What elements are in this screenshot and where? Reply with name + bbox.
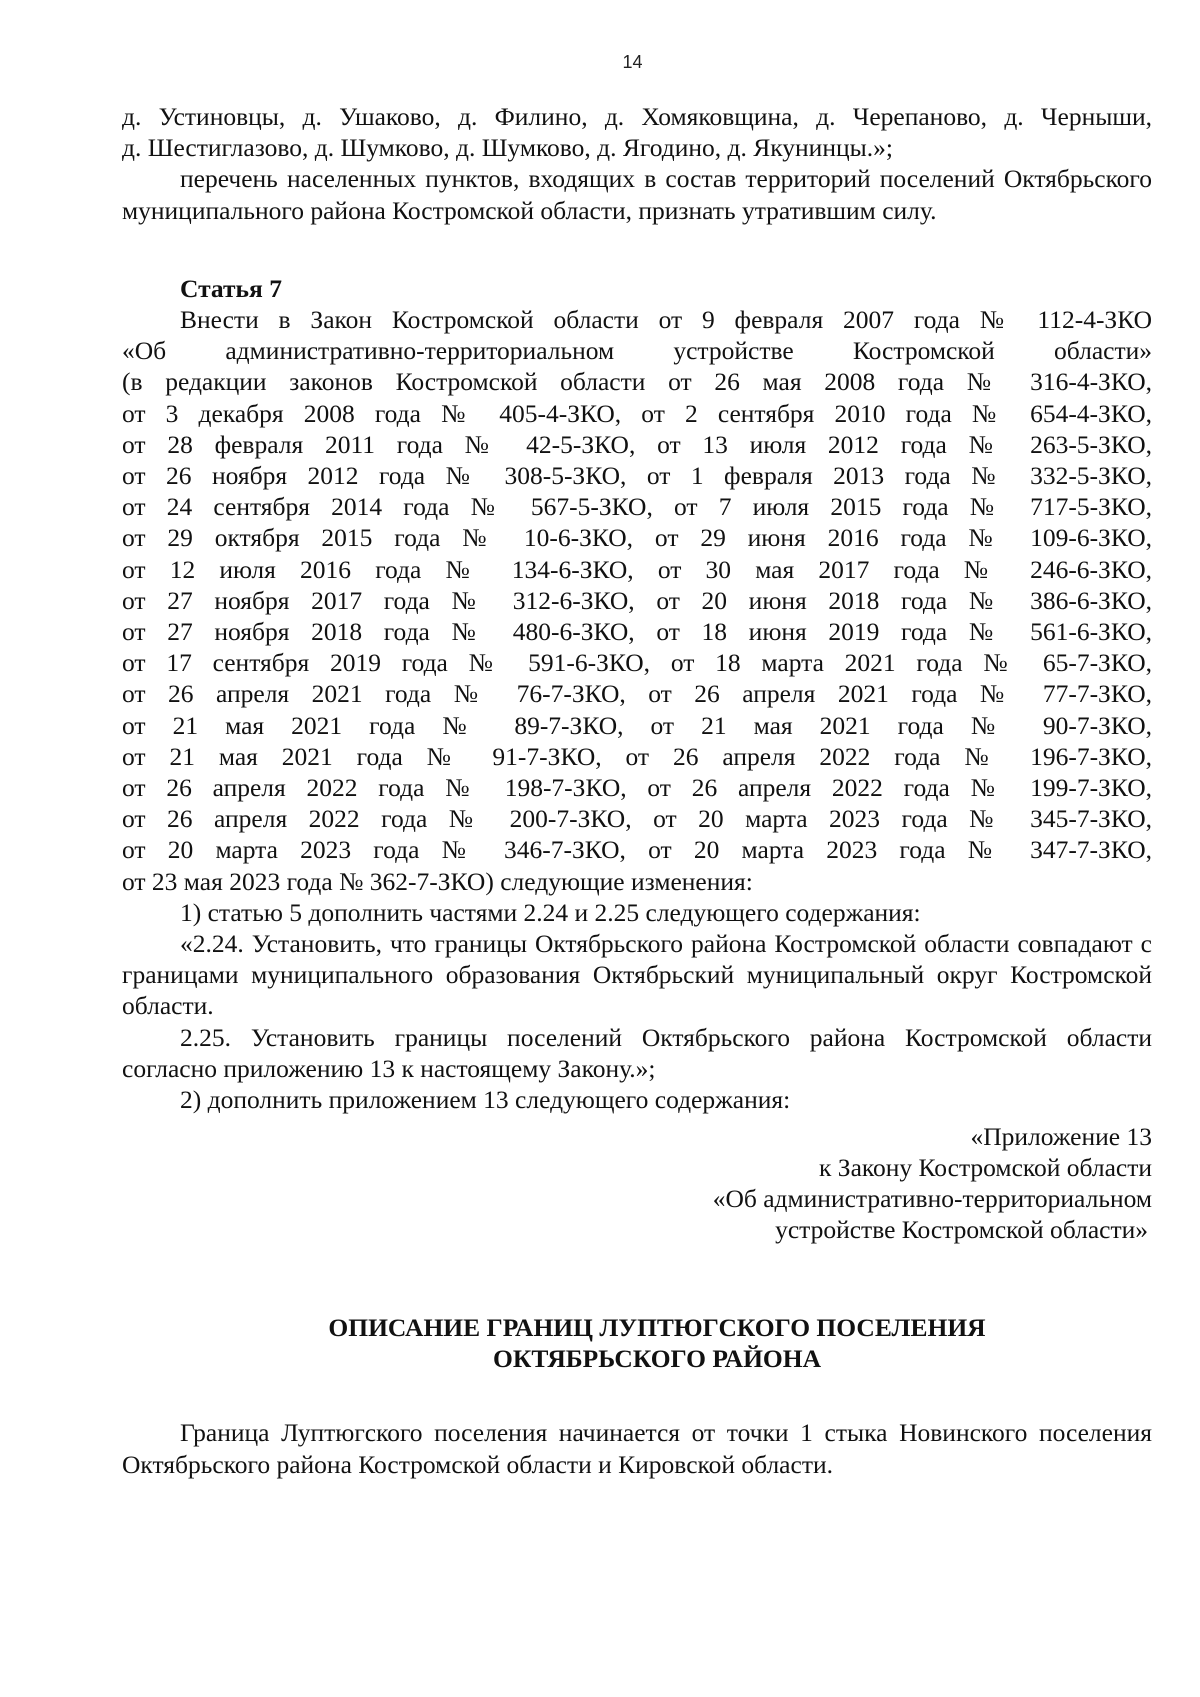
amendment-line: от 29 октября 2015 года № 10-6-ЗКО, от 29 июня 2016 года № 109-6-ЗКО,: [122, 523, 1152, 553]
repeal-paragraph: перечень населенных пунктов, входящих в состав территорий поселений Октябрьского муниципального района Костромской области, признать утратившим силу.: [122, 164, 1152, 225]
amendment-line: от 17 сентября 2019 года № 591-6-ЗКО, от 18 марта 2021 года № 65-7-ЗКО,: [122, 648, 1152, 678]
appendix-line: устройстве Костромской области»: [775, 1215, 1148, 1245]
settlement-list-line: д. Шестиглазово, д. Шумково, д. Шумково, д. Ягодино, д. Якунинцы.»;: [122, 133, 893, 163]
amendment-line: (в редакции законов Костромской области от 26 мая 2008 года № 316-4-ЗКО,: [122, 367, 1152, 397]
amendment-line: от 27 ноября 2017 года № 312-6-ЗКО, от 20 июня 2018 года № 386-6-ЗКО,: [122, 585, 1152, 615]
document-body: [122, 101, 1152, 1480]
amendment-line: от 21 мая 2021 года № 91-7-ЗКО, от 26 апреля 2022 года № 196-7-ЗКО,: [122, 741, 1152, 771]
section-title-line: ОПИСАНИЕ ГРАНИЦ ЛУПТЮГСКОГО ПОСЕЛЕНИЯ: [328, 1313, 986, 1343]
part-2-25-paragraph: 2.25. Установить границы поселений Октябрьского района Костромской области согласно приложению 13 к настоящему Закону.»;: [122, 1022, 1152, 1083]
page-number: 14: [622, 52, 643, 72]
amendment-line: от 20 марта 2023 года № 346-7-ЗКО, от 20 марта 2023 года № 347-7-ЗКО,: [122, 835, 1152, 865]
part-2-24-paragraph: «2.24. Установить, что границы Октябрьского района Костромской области совпадают с границами муниципального образования Октябрьский муниципальный округ Костромской области.: [122, 929, 1152, 1021]
appendix-line: «Приложение 13: [970, 1122, 1152, 1152]
article-heading: Статья 7: [180, 273, 282, 303]
amendment-line: от 26 апреля 2021 года № 76-7-ЗКО, от 26 апреля 2021 года № 77-7-ЗКО,: [122, 679, 1152, 709]
amendment-line: от 24 сентября 2014 года № 567-5-ЗКО, от 7 июля 2015 года № 717-5-ЗКО,: [122, 492, 1152, 522]
amendment-line: от 21 мая 2021 года № 89-7-ЗКО, от 21 мая 2021 года № 90-7-ЗКО,: [122, 710, 1152, 740]
boundary-paragraph: Граница Луптюгского поселения начинается от точки 1 стыка Новинского поселения Октябрьского района Костромской области и Кировской области.: [122, 1418, 1152, 1479]
appendix-line: к Закону Костромской области: [819, 1153, 1152, 1183]
amendment-line: «Об административно-территориальном устройстве Костромской области»: [122, 336, 1152, 366]
appendix-header: [122, 1121, 1152, 1245]
section-title: [122, 1312, 1152, 1374]
amendment-line: от 12 июля 2016 года № 134-6-ЗКО, от 30 мая 2017 года № 246-6-ЗКО,: [122, 554, 1152, 584]
amendment-line: от 28 февраля 2011 года № 42-5-ЗКО, от 13 июля 2012 года № 263-5-ЗКО,: [122, 429, 1152, 459]
amendment-line: от 26 апреля 2022 года № 200-7-ЗКО, от 20 марта 2023 года № 345-7-ЗКО,: [122, 804, 1152, 834]
item-1-paragraph: 1) статью 5 дополнить частями 2.24 и 2.25 следующего содержания:: [180, 897, 921, 927]
settlement-list: [122, 101, 1152, 163]
amendment-line: от 27 ноября 2018 года № 480-6-ЗКО, от 18 июня 2019 года № 561-6-ЗКО,: [122, 617, 1152, 647]
section-title-line: ОКТЯБРЬСКОГО РАЙОНА: [493, 1344, 821, 1374]
settlement-list-line: д. Устиновцы, д. Ушаково, д. Филино, д. Хомяковщина, д. Черепаново, д. Черныши,: [122, 102, 1152, 131]
amendment-line: Внести в Закон Костромской области от 9 февраля 2007 года № 112-4-ЗКО: [180, 305, 1152, 335]
item-2-paragraph: 2) дополнить приложением 13 следующего содержания:: [180, 1085, 791, 1115]
amendment-paragraph: [122, 304, 1152, 897]
amendment-line: от 26 апреля 2022 года № 198-7-ЗКО, от 26 апреля 2022 года № 199-7-ЗКО,: [122, 773, 1152, 803]
amendment-line: от 23 мая 2023 года № 362-7-ЗКО) следующие изменения:: [122, 866, 753, 896]
amendment-line: от 3 декабря 2008 года № 405-4-ЗКО, от 2 сентября 2010 года № 654-4-ЗКО,: [122, 398, 1152, 428]
appendix-line: «Об административно-территориальном: [712, 1184, 1152, 1214]
amendment-line: от 26 ноября 2012 года № 308-5-ЗКО, от 1 февраля 2013 года № 332-5-ЗКО,: [122, 461, 1152, 491]
